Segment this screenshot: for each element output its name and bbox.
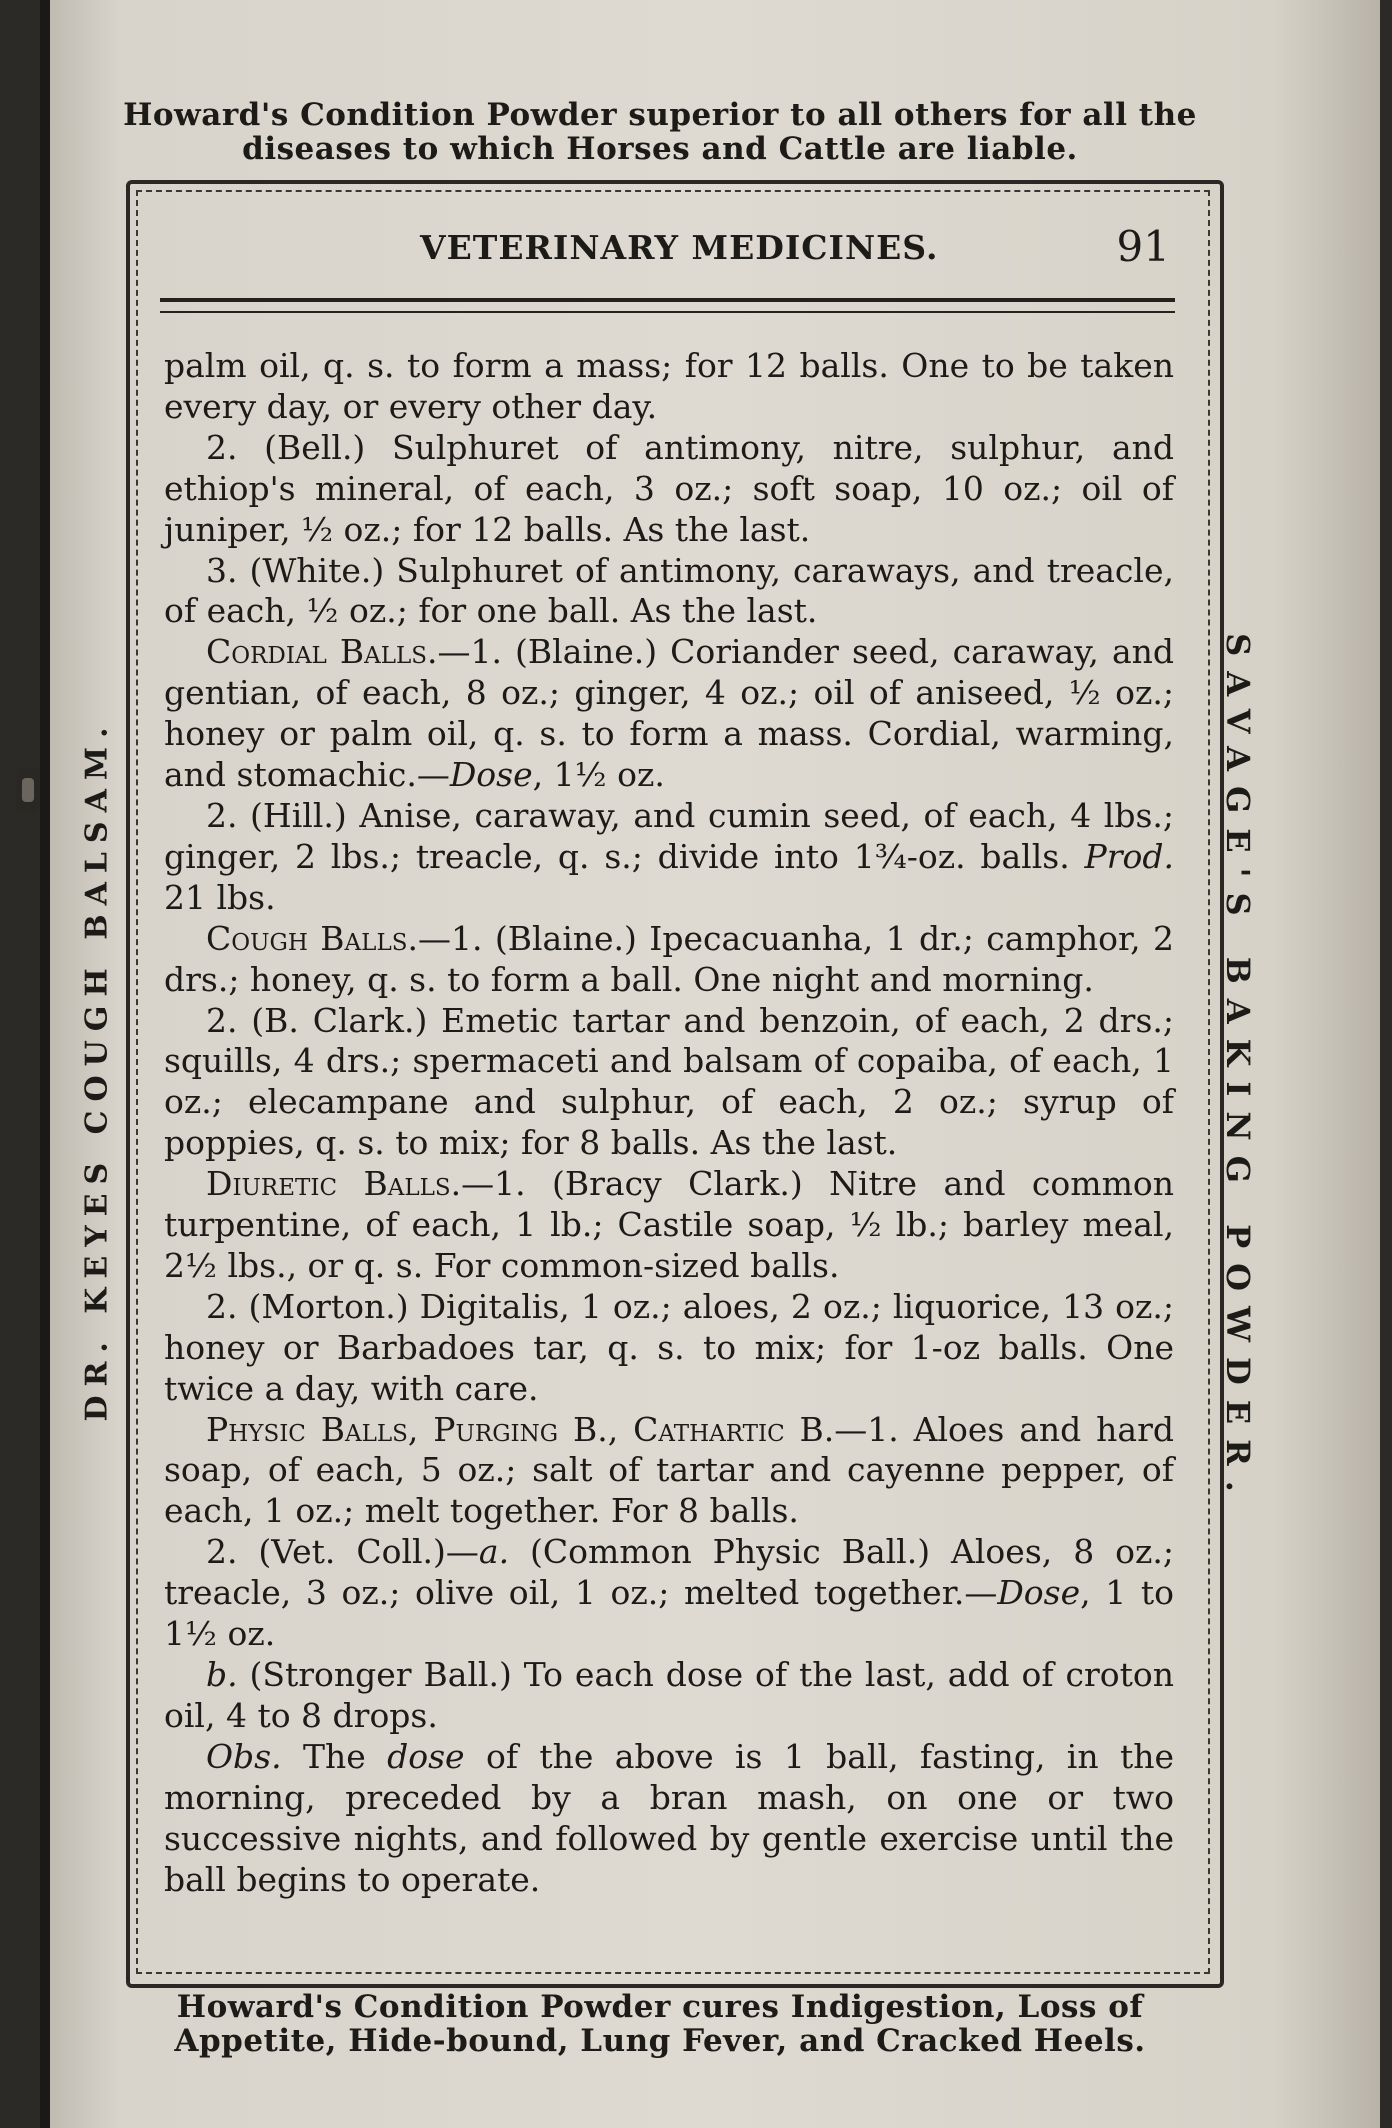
paragraph: palm oil, q. s. to form a mass; for 12 balls. One to be taken every day, or every other day.	[164, 346, 1174, 426]
bottom-advert: Howard's Condition Powder cures Indigestion, Loss of Appetite, Hide-bound, Lung Fever, and Cracked Heels.	[174, 1989, 1146, 2059]
paragraph: 2. (B. Clark.) Emetic tartar and benzoin, of each, 2 drs.; squills, 4 drs.; spermaceti and balsam of copaiba, of each, 1 oz.; elecampane and sulphur, of each, 2 oz.; syrup of poppies, q. s. to mix; for 8 balls. As the last.	[164, 1000, 1174, 1163]
cough-balls-paragraph: Cough Balls.—1. (Blaine.) Ipecacuanha, 1 dr.; camphor, 2 drs.; honey, q. s. to form a ball. One night and morning.	[164, 918, 1174, 999]
section-heading: Physic Balls, Purging B., Cathartic B.	[206, 1409, 835, 1449]
running-header	[160, 222, 1170, 278]
paragraph: 3. (White.) Sulphuret of antimony, caraways, and treacle, of each, ½ oz.; for one ball. As the last.	[164, 550, 1174, 631]
diuretic-balls-paragraph: Diuretic Balls.—1. (Bracy Clark.) Nitre and common turpentine, of each, 1 lb.; Castile soap, ½ lb.; barley meal, 2½ lbs., or q. s. For common-sized balls.	[164, 1164, 1174, 1285]
paragraph: 2. (Bell.) Sulphuret of antimony, nitre, sulphur, and ethiop's mineral, of each, 3 oz.; soft soap, 10 oz.; oil of juniper, ½ oz.; for 12 balls. As the last.	[164, 427, 1174, 549]
page-body	[164, 346, 1174, 1900]
cordial-balls-paragraph: Cordial Balls.—1. (Blaine.) Coriander seed, caraway, and gentian, of each, 8 oz.; ginger, 4 oz.; oil of aniseed, ½ oz.; honey or palm oil, q. s. to form a mass. Cordial, warming, and stomachic.—Dose, 1½ oz.	[164, 632, 1174, 795]
section-heading: Cough Balls.	[206, 918, 418, 958]
book-spine	[40, 0, 50, 2128]
section-heading: Diuretic Balls.	[206, 1164, 462, 1204]
physic-balls-paragraph: Physic Balls, Purging B., Cathartic B.—1. Aloes and hard soap, of each, 5 oz.; salt of tartar and cayenne pepper, of each, 1 oz.; melt together. For 8 balls.	[164, 1409, 1174, 1531]
header-rule	[160, 298, 1175, 302]
paragraph: 2. (Vet. Coll.)—a. (Common Physic Ball.) Aloes, 8 oz.; treacle, 3 oz.; olive oil, 1 oz.; melted together.—Dose, 1 to 1½ oz.	[164, 1532, 1174, 1654]
header-rule-thin	[160, 311, 1175, 313]
running-title: VETERINARY MEDICINES.	[420, 228, 939, 267]
left-margin-advert: DR. KEYES COUGH BALSAM.	[79, 718, 115, 1422]
section-heading: Cordial Balls.	[206, 632, 438, 672]
paragraph: b. (Stronger Ball.) To each dose of the last, add of croton oil, 4 to 8 drops.	[164, 1655, 1174, 1735]
paragraph: 2. (Morton.) Digitalis, 1 oz.; aloes, 2 oz.; liquorice, 13 oz.; honey or Barbadoes tar, q. s. to mix; for 1-oz balls. One twice a day, with care.	[164, 1286, 1174, 1408]
right-margin-advert: SAVAGE'S BAKING POWDER.	[1219, 633, 1257, 1507]
page-number: 91	[1116, 222, 1170, 271]
top-advert: Howard's Condition Powder superior to all others for all the diseases to which Horses and Cattle are liable.	[123, 97, 1197, 167]
binding-clip-icon	[8, 760, 48, 820]
observation-paragraph: Obs. The dose of the above is 1 ball, fasting, in the morning, preceded by a bran mash, on one or two successive nights, and followed by gentle exercise until the ball begins to operate.	[164, 1736, 1174, 1899]
paragraph: 2. (Hill.) Anise, caraway, and cumin seed, of each, 4 lbs.; ginger, 2 lbs.; treacle, q. s.; divide into 1¾-oz. balls. Prod. 21 lbs.	[164, 795, 1174, 917]
